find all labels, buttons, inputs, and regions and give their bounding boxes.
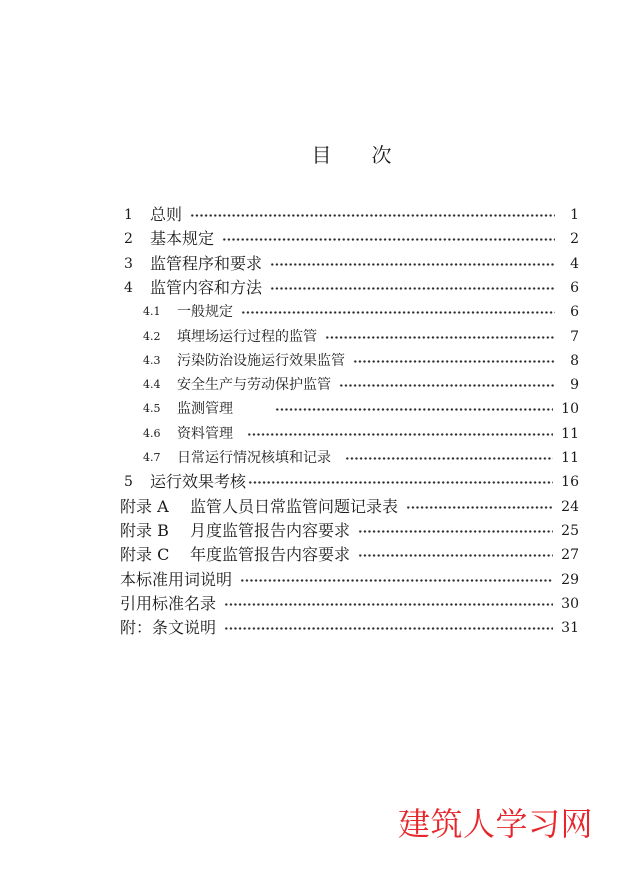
- toc-entry-page: 6: [570, 304, 579, 321]
- toc-entry-number: 附录 C: [120, 545, 170, 565]
- dot-leader: [241, 311, 555, 314]
- toc-entry-number: 1: [124, 207, 133, 223]
- dot-leader: [275, 408, 553, 411]
- dot-leader: [270, 263, 555, 266]
- toc-entry-number: 5: [124, 474, 133, 491]
- toc-entry-title: 监管程序和要求: [150, 253, 263, 273]
- toc-entry-page: 4: [570, 255, 579, 272]
- toc-entry-title: 年度监管报告内容要求: [190, 545, 351, 565]
- toc-entry-page: 30: [561, 595, 579, 612]
- toc-entry: [120, 203, 579, 227]
- toc-entry-page: 31: [561, 620, 579, 637]
- toc-entry-number: 附录 A: [120, 496, 169, 516]
- toc-entry-page: 1: [570, 207, 579, 223]
- toc-entry-number: 4.1: [143, 305, 161, 319]
- dot-leader: [240, 579, 553, 582]
- toc-entry-title: 本标准用词说明: [120, 569, 233, 589]
- dot-leader: [339, 384, 555, 387]
- dot-leader: [358, 530, 553, 533]
- toc-entry-title: 基本规定: [150, 229, 215, 249]
- toc-entry-title: 监管人员日常监管问题记录表: [190, 496, 399, 516]
- dot-leader: [406, 506, 553, 509]
- toc-subentry: [120, 446, 579, 470]
- watermark: 建筑人学习网: [398, 805, 594, 843]
- toc-entry-title: 总则: [150, 205, 183, 224]
- toc-entry: [120, 276, 579, 300]
- toc-entry-number: 4.7: [143, 451, 161, 464]
- toc-entry: [120, 519, 579, 543]
- toc-subentry: [120, 373, 579, 397]
- toc-entry-title: 安全生产与劳动保护监管: [177, 377, 331, 394]
- toc-entry: [120, 543, 579, 567]
- toc-entry-number: 4.5: [143, 402, 161, 416]
- dot-leader: [248, 481, 553, 484]
- toc-entry-title: 一般规定: [177, 304, 233, 321]
- toc-entry-page: 25: [561, 522, 579, 539]
- toc-subentry: [120, 422, 579, 446]
- toc-entry-number: 4: [124, 279, 133, 296]
- toc-entry-title: 填埋场运行过程的监管: [177, 328, 317, 345]
- toc-entry-number: 附录 B: [120, 520, 169, 540]
- toc-entry-page: 9: [570, 377, 579, 394]
- dot-leader: [224, 603, 553, 606]
- toc-entry: [120, 495, 579, 519]
- toc-entry-number: 4.4: [143, 378, 161, 392]
- toc-entry-title: 日常运行情况核填和记录: [177, 450, 331, 466]
- page-title: 目 次: [311, 143, 392, 167]
- toc-entry: [120, 616, 579, 640]
- toc-subentry: [120, 300, 579, 324]
- toc-entry: [120, 568, 579, 592]
- toc-entry-title: 附：条文说明: [120, 618, 217, 638]
- toc-entry-number: 4.6: [143, 426, 161, 440]
- toc-entry-page: 6: [570, 279, 579, 296]
- toc-entry: [120, 470, 579, 494]
- toc-entry-page: 16: [561, 474, 579, 491]
- toc-entry-number: 3: [124, 255, 133, 272]
- dot-leader: [247, 433, 553, 436]
- toc-entry-title: 监管内容和方法: [150, 277, 263, 297]
- toc-entry-page: 29: [561, 571, 579, 588]
- toc-subentry: [120, 397, 579, 421]
- toc-entry-number: 4.2: [143, 329, 161, 343]
- toc-entry-title: 监测管理: [177, 401, 233, 418]
- dot-leader: [325, 336, 555, 339]
- toc-entry-page: 27: [561, 547, 579, 564]
- toc-entry-title: 运行效果考核: [150, 472, 247, 492]
- dot-leader: [270, 287, 555, 290]
- toc-subentry: [120, 325, 579, 349]
- toc-entry-page: 2: [570, 231, 579, 248]
- toc-entry-page: 11: [561, 425, 579, 442]
- toc-entry-page: 11: [561, 450, 579, 466]
- toc-entry-page: 8: [570, 352, 579, 369]
- dot-leader: [353, 360, 555, 363]
- toc-entry-page: 10: [561, 401, 579, 418]
- dot-leader: [190, 214, 555, 217]
- toc-entry: [120, 227, 579, 251]
- dot-leader: [224, 627, 553, 630]
- toc-entry: [120, 252, 579, 276]
- toc-entry-number: 4.3: [143, 353, 161, 367]
- dot-leader: [222, 238, 555, 241]
- toc-entry: [120, 592, 579, 616]
- toc-subentry: [120, 349, 579, 373]
- dot-leader: [358, 554, 553, 557]
- toc-entry-title: 引用标准名录: [120, 593, 217, 613]
- toc-entry-page: 24: [561, 498, 579, 515]
- toc-entry-title: 污染防治设施运行效果监管: [177, 352, 345, 369]
- toc-entry-title: 资料管理: [177, 425, 233, 442]
- toc-entry-page: 7: [570, 328, 579, 345]
- toc-entry-title: 月度监管报告内容要求: [190, 520, 351, 540]
- dot-leader: [345, 457, 553, 460]
- toc-entry-number: 2: [124, 231, 133, 248]
